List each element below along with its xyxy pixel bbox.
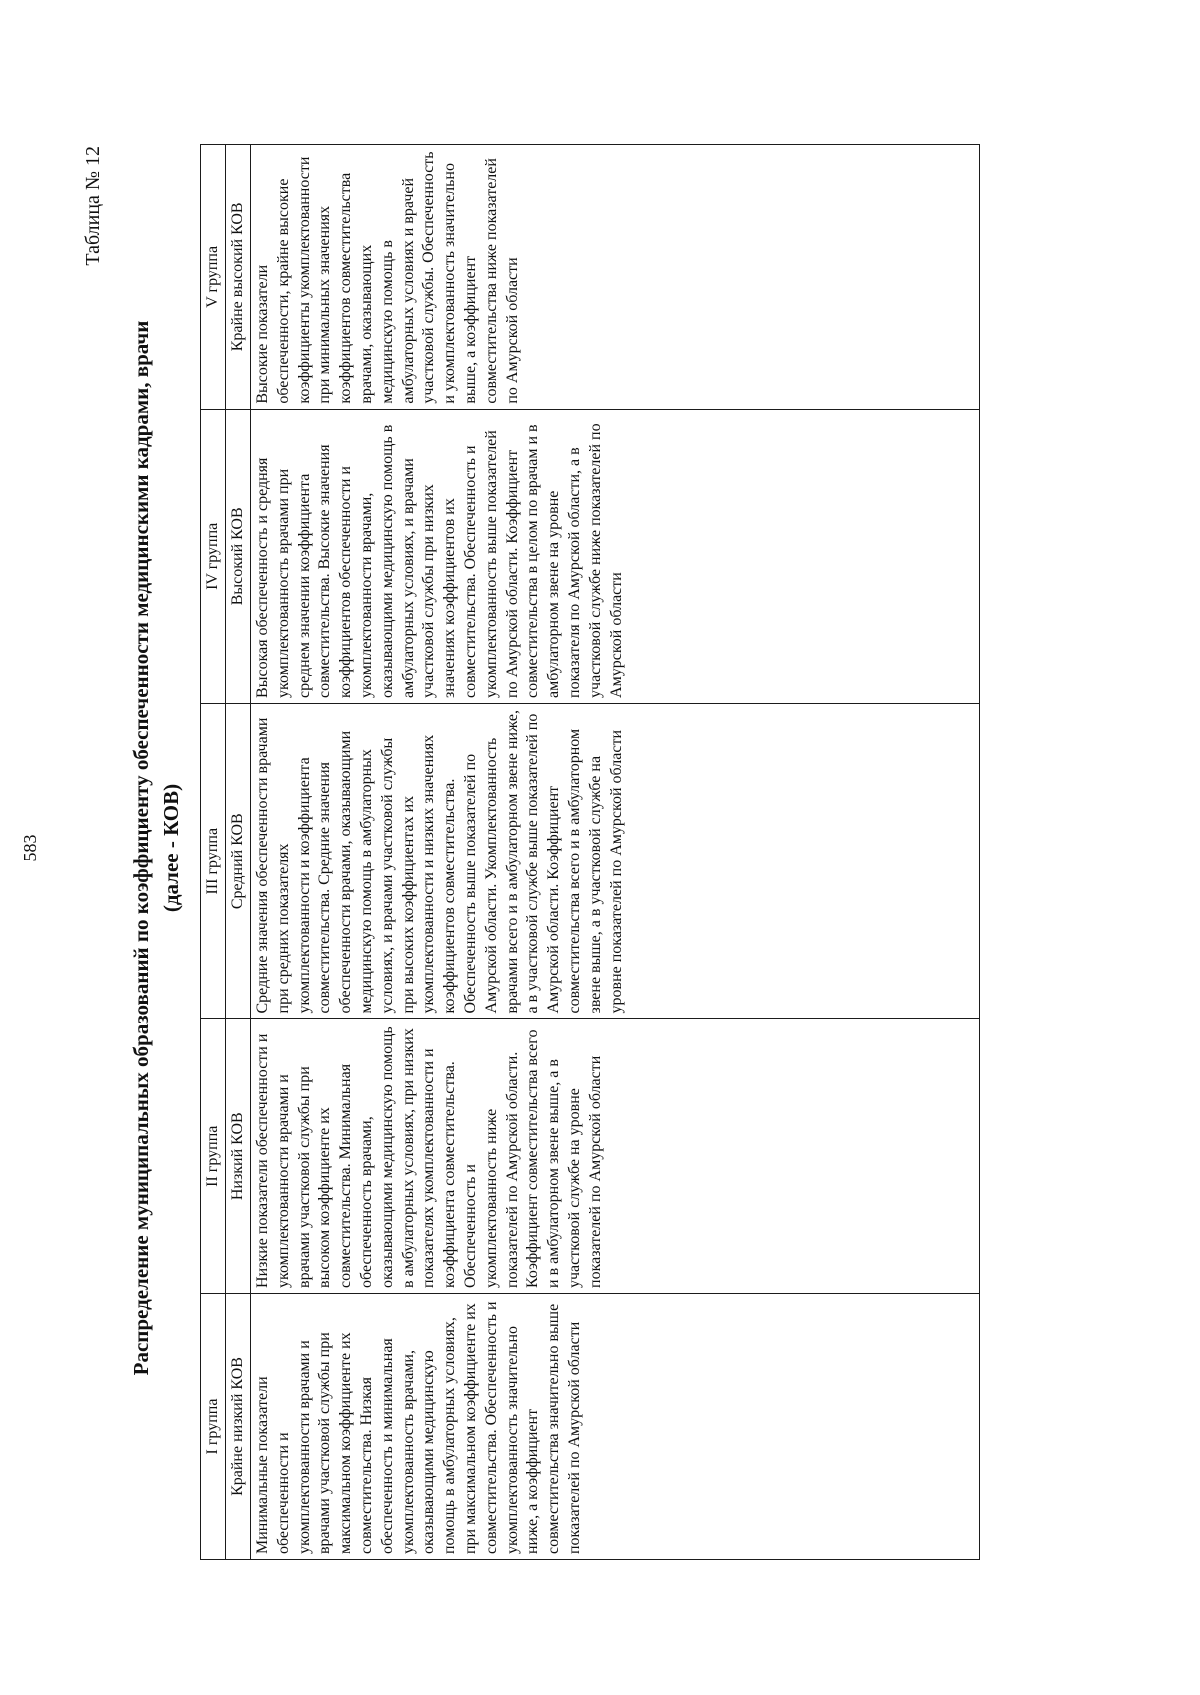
group-header: II группа: [201, 1019, 226, 1294]
level-header: Высокий КОВ: [226, 409, 251, 703]
description-row: [251, 145, 980, 1560]
group-header-row: [201, 145, 226, 1560]
table-number: Таблица № 12: [82, 146, 104, 266]
group-header: III группа: [201, 703, 226, 1019]
group-header: I группа: [201, 1293, 226, 1559]
page-number: 583: [20, 834, 40, 862]
table-title: [126, 28, 187, 1668]
level-header: Низкий КОВ: [226, 1019, 251, 1294]
level-header: Крайне низкий КОВ: [226, 1293, 251, 1559]
group-description: Высокие показатели обеспеченности, крайне высокие коэффициенты укомплектованности при минимальных значениях коэффициентов совместительства врачами, оказывающих медицинскую помощь в амбулаторных условиях и врачей участковой службы. Обеспеченность и укомплектованность значительно выше, а коэффициент совместительства ниже показателей по Амурской области: [251, 145, 980, 410]
rotated-content: [20, 28, 1180, 1668]
level-header: Средний КОВ: [226, 703, 251, 1019]
table-title-line-2: (далее - КОВ): [159, 783, 184, 913]
group-header: IV группа: [201, 409, 226, 703]
group-header: V группа: [201, 145, 226, 410]
group-description: Минимальные показатели обеспеченности и укомплектованности врачами и врачами участковой службы при максимальном коэффициенте их совместительства. Низкая обеспеченность и минимальная укомплектованность врачами, оказывающими медицинскую помощь в амбулаторных условиях, при максимальном коэффициенте их совместительства. Обеспеченность и укомплектованность значительно ниже, а коэффициент совместительства значительно выше показателей по Амурской области: [251, 1293, 980, 1559]
level-header: Крайне высокий КОВ: [226, 145, 251, 410]
kov-groups-table: [200, 144, 980, 1560]
group-description: Средние значения обеспеченности врачами при средних показателях укомплектованности и коэффициента совместительства. Средние значения обеспеченности врачами, оказывающими медицинскую помощь в амбулаторных условиях, и врачами участковой службы при высоких коэффициентах их укомплектованности и низких значениях коэффициентов совместительства. Обеспеченность выше показателей по Амурской области. Укомплектованность врачами всего и в амбулаторном звене ниже, а в участковой службе выше показателей по Амурской области. Коэффициент совместительства всего и в амбулаторном звене выше, а в участковой службе на уровне показателей по Амурской области: [251, 703, 980, 1019]
group-description: Низкие показатели обеспеченности и укомплектованности врачами и врачами участковой службы при высоком коэффициенте их совместительства. Минимальная обеспеченность врачами, оказывающими медицинскую помощь в амбулаторных условиях, при низких показателях укомплектованности и коэффициента совместительства. Обеспеченность и укомплектованность ниже показателей по Амурской области. Коэффициент совместительства всего и в амбулаторном звене выше, а в участковой службе на уровне показателей по Амурской области: [251, 1019, 980, 1294]
table-title-line-1: Распределение муниципальных образований по коэффициенту обеспеченности медицинскими кадрами, врачи: [129, 320, 153, 1376]
level-header-row: [226, 145, 251, 1560]
group-description: Высокая обеспеченность и средняя укомплектованность врачами при среднем значении коэффициента совместительства. Высокие значения коэффициентов обеспеченности и укомплектованности врачами, оказывающими медицинскую помощь в амбулаторных условиях, и врачами участковой службы при низких значениях коэффициентов их совместительства. Обеспеченность и укомплектованность выше показателей по Амурской области. Коэффициент совместительства в целом по врачам и в амбулаторном звене на уровне показателя по Амурской области, а в участковой службе ниже показателей по Амурской области: [251, 409, 980, 703]
